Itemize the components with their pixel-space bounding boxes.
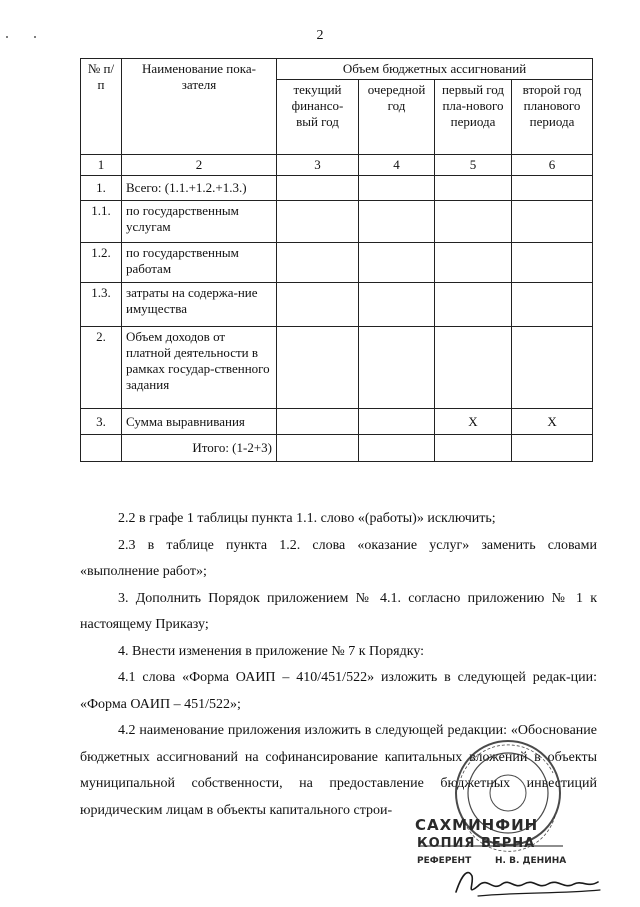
row-cell [435,327,512,409]
certification-stamp [403,738,583,878]
row-cell [359,243,435,283]
header-sub-second-plan-year: второй год планового периода [512,80,593,155]
row-cell [512,243,593,283]
row-name: по государственным услугам [122,201,277,243]
row-cell [277,243,359,283]
stamp-line-3: РЕФЕРЕНТ [417,856,472,866]
row-cell [359,176,435,201]
table-row [81,201,593,243]
paragraph: 4.1 слова «Форма ОАИП – 410/451/522» изложить в следующей редак-ции: «Форма ОАИП – 451/522»; [80,670,597,712]
col-number: 1 [81,155,122,176]
paragraph: 3. Дополнить Порядок приложением № 4.1. согласно приложению № 1 к настоящему Приказу; [80,590,597,632]
table-row [81,176,593,201]
row-cell [359,201,435,243]
col-number: 6 [512,155,593,176]
row-name: затраты на содержа-ние имущества [122,283,277,327]
row-cell [277,201,359,243]
row-num: 1.3. [81,283,122,327]
signature [448,862,608,902]
col-number: 4 [359,155,435,176]
row-cell [277,409,359,435]
row-num: 2. [81,327,122,409]
row-cell [359,327,435,409]
budget-table [80,58,593,462]
stamp-line-1: САХМИНФИН [415,816,539,834]
paragraph: 4. Внести изменения в приложение № 7 к Порядку: [118,643,425,659]
header-sub-current-year: текущий финансо-вый год [277,80,359,155]
header-col-group: Объем бюджетных ассигнований [277,59,593,80]
header-sub-first-plan-year: первый год пла-нового периода [435,80,512,155]
table-row [81,283,593,327]
row-name: Сумма выравнивания [122,409,277,435]
stamp-line-2: КОПИЯ ВЕРНА [417,836,536,851]
table-row [81,327,593,409]
row-cell [512,283,593,327]
row-cell [435,176,512,201]
header-sub-next-year: очередной год [359,80,435,155]
row-cell [512,327,593,409]
row-cell [512,201,593,243]
row-cell [277,435,359,462]
row-cell [435,201,512,243]
col-number: 5 [435,155,512,176]
row-num: 1.2. [81,243,122,283]
row-cell [277,283,359,327]
row-cell [435,283,512,327]
row-cell: X [435,409,512,435]
row-cell: X [512,409,593,435]
row-num [81,435,122,462]
row-cell [435,243,512,283]
col-number: 2 [122,155,277,176]
row-name: по государственным работам [122,243,277,283]
row-name: Объем доходов от платной деятельности в рамках государ-ственного задания [122,327,277,409]
header-col-name: Наименование пока-зателя [122,59,277,155]
row-cell [359,435,435,462]
table-row [81,243,593,283]
paragraph: 4.2 наименование приложения изложить в следующей редакции: «Обоснование бюджетных ассигнований на софинансирование капитальных вложений в объекты муниципальной собственности, на предоставление бюджетных инвестиций юридическим лицам в объекты капитального строи- [80,723,597,818]
paragraph: 2.2 в графе 1 таблицы пункта 1.1. слово «(работы)» исключить; [118,511,496,526]
row-num: 1. [81,176,122,201]
row-cell [277,176,359,201]
row-cell [359,283,435,327]
stamp-line-4: Н. В. ДЕНИНА [495,856,567,866]
paragraph: 2.3 в таблице пункта 1.2. слова «оказание услуг» заменить словами «выполнение работ»; [80,537,597,579]
table-row-total [81,435,593,462]
row-cell [435,435,512,462]
page-number: 2 [316,28,324,43]
row-num: 1.1. [81,201,122,243]
row-cell [277,327,359,409]
scan-dot [34,36,36,38]
row-cell [512,176,593,201]
signature-icon [448,862,608,902]
header-col-num: № п/п [81,59,122,155]
scan-dot [6,36,8,38]
col-number: 3 [277,155,359,176]
row-cell [359,409,435,435]
row-cell [512,435,593,462]
table-row [81,409,593,435]
total-label: Итого: (1-2+3) [122,435,277,462]
row-name: Всего: (1.1.+1.2.+1.3.) [122,176,277,201]
row-num: 3. [81,409,122,435]
